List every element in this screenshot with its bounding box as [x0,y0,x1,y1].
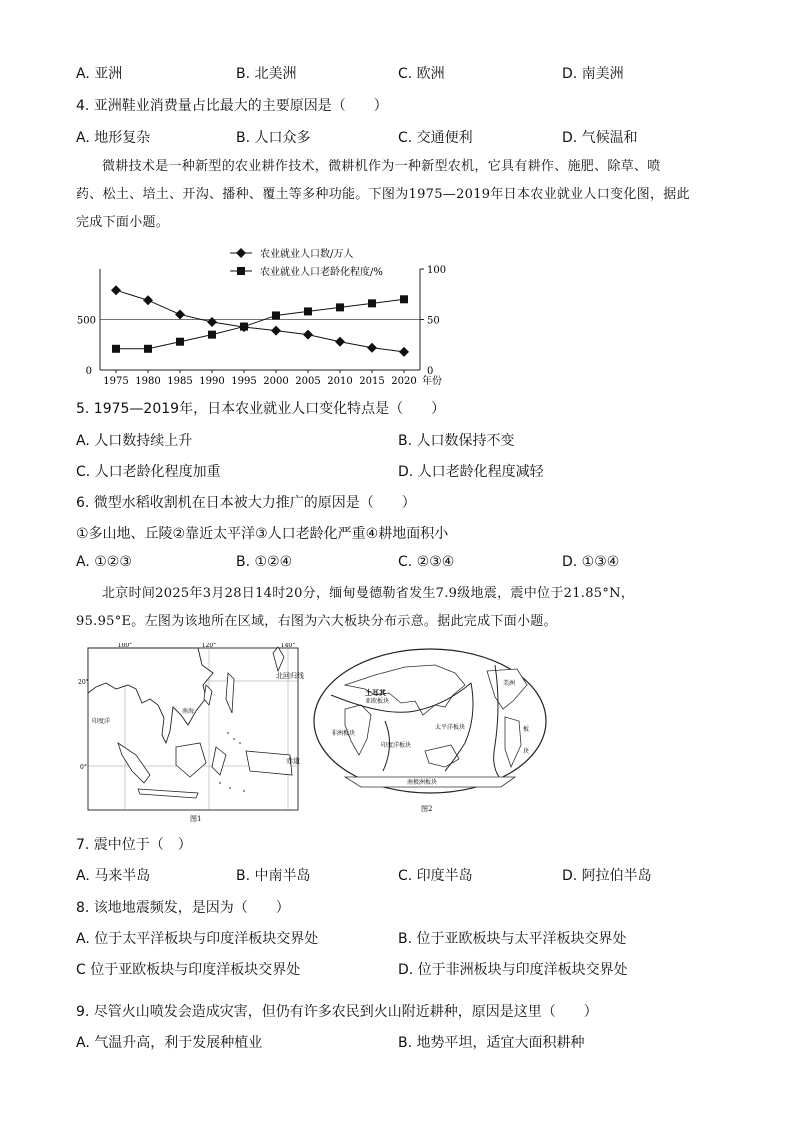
passage1-line1: 微耕技术是一种新型的农业耕作技术，微耕机作为一种新型农机，它具有耕作、施肥、除草、喷 [102,159,661,174]
chart-axes [100,269,424,370]
q9-option-b[interactable]: B. 地势平坦，适宜大面积耕种 [398,1035,585,1051]
data-point-diamond [367,343,377,353]
data-point-square [208,331,216,339]
q6-option-a[interactable]: A. ①②③ [76,554,132,570]
legend-marker-square [237,267,245,275]
map2-turkey-label: 土耳其 [365,688,386,697]
q6-stem: 6. 微型水稻收割机在日本被大力推广的原因是（ ） [76,495,416,511]
y-right-tick-label: 50 [427,315,440,327]
data-point-square [240,323,248,331]
map1-equator-label: 赤道 [286,757,300,765]
q5-option-b[interactable]: B. 人口数保持不变 [398,433,515,449]
legend-marker-diamond [236,248,246,258]
legend-label-aging: 农业就业人口老龄化程度/% [260,267,383,278]
data-point-square [368,299,376,307]
map1-sea-label: 南海 [182,708,195,715]
q9-option-a[interactable]: A. 气温升高，利于发展种植业 [76,1035,263,1051]
legend-label-population: 农业就业人口数/万人 [260,249,354,260]
q7-stem: 7. 震中位于（ ） [76,837,192,853]
data-point-diamond [303,330,313,340]
q7-option-b[interactable]: B. 中南半岛 [236,868,311,884]
q7-option-a[interactable]: A. 马来半岛 [76,868,151,884]
series-line [116,299,404,348]
x-tick-label: 2010 [327,376,353,387]
map2-antarctic-label: 南极洲板块 [407,779,438,786]
map2-pacific-label: 太平洋板块 [435,724,466,731]
map2-american-label: 美洲 [503,680,516,687]
x-tick-label: 2005 [295,376,321,387]
q3-option-c[interactable]: C. 欧洲 [398,66,445,82]
x-axis-label: 年份 [422,376,442,387]
q9-stem: 9. 尽管火山喷发会造成灾害，但仍有许多农民到火山附近耕种，原因是这里（ ） [76,1004,598,1020]
map1-lat-20: 20° [78,679,89,686]
data-point-square [112,345,120,353]
q6-option-c[interactable]: C. ②③④ [398,554,455,570]
q8-option-b[interactable]: B. 位于亚欧板块与太平洋板块交界处 [398,931,627,947]
q8-option-c[interactable]: C 位于亚欧板块与印度洋板块交界处 [76,962,301,978]
data-point-square [400,295,408,303]
chart-legend [230,247,383,278]
map1-lon-100: 100° [117,643,133,649]
q6-option-b[interactable]: B. ①②④ [236,554,293,570]
map1-lon-120: 120° [201,643,217,649]
q4-option-d[interactable]: D. 气候温和 [562,130,638,146]
x-tick-label: 1985 [167,376,193,387]
map2-indian-label: 印度洋板块 [381,742,412,749]
x-tick-label: 1980 [135,376,161,387]
x-tick-label: 1975 [103,376,129,387]
map2-american-label-2: 板 [523,726,530,733]
q5-option-d[interactable]: D. 人口老龄化程度减轻 [398,464,544,480]
passage-microtillage [76,153,716,237]
x-tick-label: 1995 [231,376,257,387]
data-point-diamond [271,326,281,336]
q6-option-d[interactable]: D. ①③④ [562,554,620,570]
map-six-plates [305,645,555,817]
x-tick-label: 2020 [391,376,417,387]
data-point-square [144,345,152,353]
passage2-line1: 北京时间2025年3月28日14时20分，缅甸曼德勒省发生7.9级地震，震中位于21.85°N， [102,586,635,601]
q4-stem: 4. 亚洲鞋业消费量占比最大的主要原因是（ ） [76,98,388,114]
data-point-diamond [207,317,217,327]
passage1-line3: 完成下面小题。 [76,215,170,230]
q3-option-d[interactable]: D. 南美洲 [562,66,624,82]
map2-caption: 图2 [421,805,433,813]
data-point-diamond [175,309,185,319]
q4-option-b[interactable]: B. 人口众多 [236,130,311,146]
y-left-tick-label: 0 [85,366,92,377]
q8-stem: 8. 该地地震频发，是因为（ ） [76,900,290,916]
q4-option-a[interactable]: A. 地形复杂 [76,130,151,146]
y-left-tick-label: 500 [76,315,96,327]
data-point-square [304,307,312,315]
data-point-square [272,311,280,319]
map2-eurasian-label: 亚欧板块 [365,698,390,705]
japan-agri-population-chart [70,240,460,390]
data-point-square [176,338,184,346]
chart-ticks [77,265,446,387]
map2-american-label-3: 块 [523,748,530,755]
y-right-tick-label: 100 [427,265,447,276]
q5-stem: 5. 1975—2019年，日本农业就业人口变化特点是（ ） [76,401,446,417]
map-southeast-asia [78,643,310,823]
data-point-square [336,303,344,311]
q3-option-a[interactable]: A. 亚洲 [76,66,123,82]
q7-option-c[interactable]: C. 印度半岛 [398,868,473,884]
map1-tropic-label: 北回归线 [276,672,304,680]
map1-ocean-label: 印度洋 [92,718,111,725]
q5-option-c[interactable]: C. 人口老龄化程度加重 [76,464,221,480]
q6-conditions: ①多山地、丘陵②靠近太平洋③人口老龄化严重④耕地面积小 [76,526,449,542]
q8-option-a[interactable]: A. 位于太平洋板块与印度洋板块交界处 [76,931,319,947]
map1-lat-0: 0° [80,764,87,771]
q5-option-a[interactable]: A. 人口数持续上升 [76,433,193,449]
q3-option-b[interactable]: B. 北美洲 [236,66,297,82]
q4-option-c[interactable]: C. 交通便利 [398,130,473,146]
passage1-line2: 药、松土、培土、开沟、播种、覆土等多种功能。下图为1975—2019年日本农业就业人口变化图，据此 [76,187,690,202]
data-point-diamond [111,285,121,295]
passage-earthquake [76,580,716,636]
data-point-diamond [143,295,153,305]
map2-african-label: 非洲板块 [331,730,356,737]
x-tick-label: 2000 [263,376,289,387]
q7-option-d[interactable]: D. 阿拉伯半岛 [562,868,652,884]
q8-option-d[interactable]: D. 位于非洲板块与印度洋板块交界处 [398,962,628,978]
x-tick-label: 1990 [199,376,225,387]
map1-lon-140: 140° [280,643,296,649]
x-tick-label: 2015 [359,376,385,387]
y-right-tick-label: 0 [427,366,434,377]
map1-caption: 图1 [190,815,202,823]
passage2-line2: 95.95°E。左图为该地所在区域，右图为六大板块分布示意。据此完成下面小题。 [76,614,557,629]
data-point-diamond [399,347,409,357]
data-point-diamond [335,337,345,347]
